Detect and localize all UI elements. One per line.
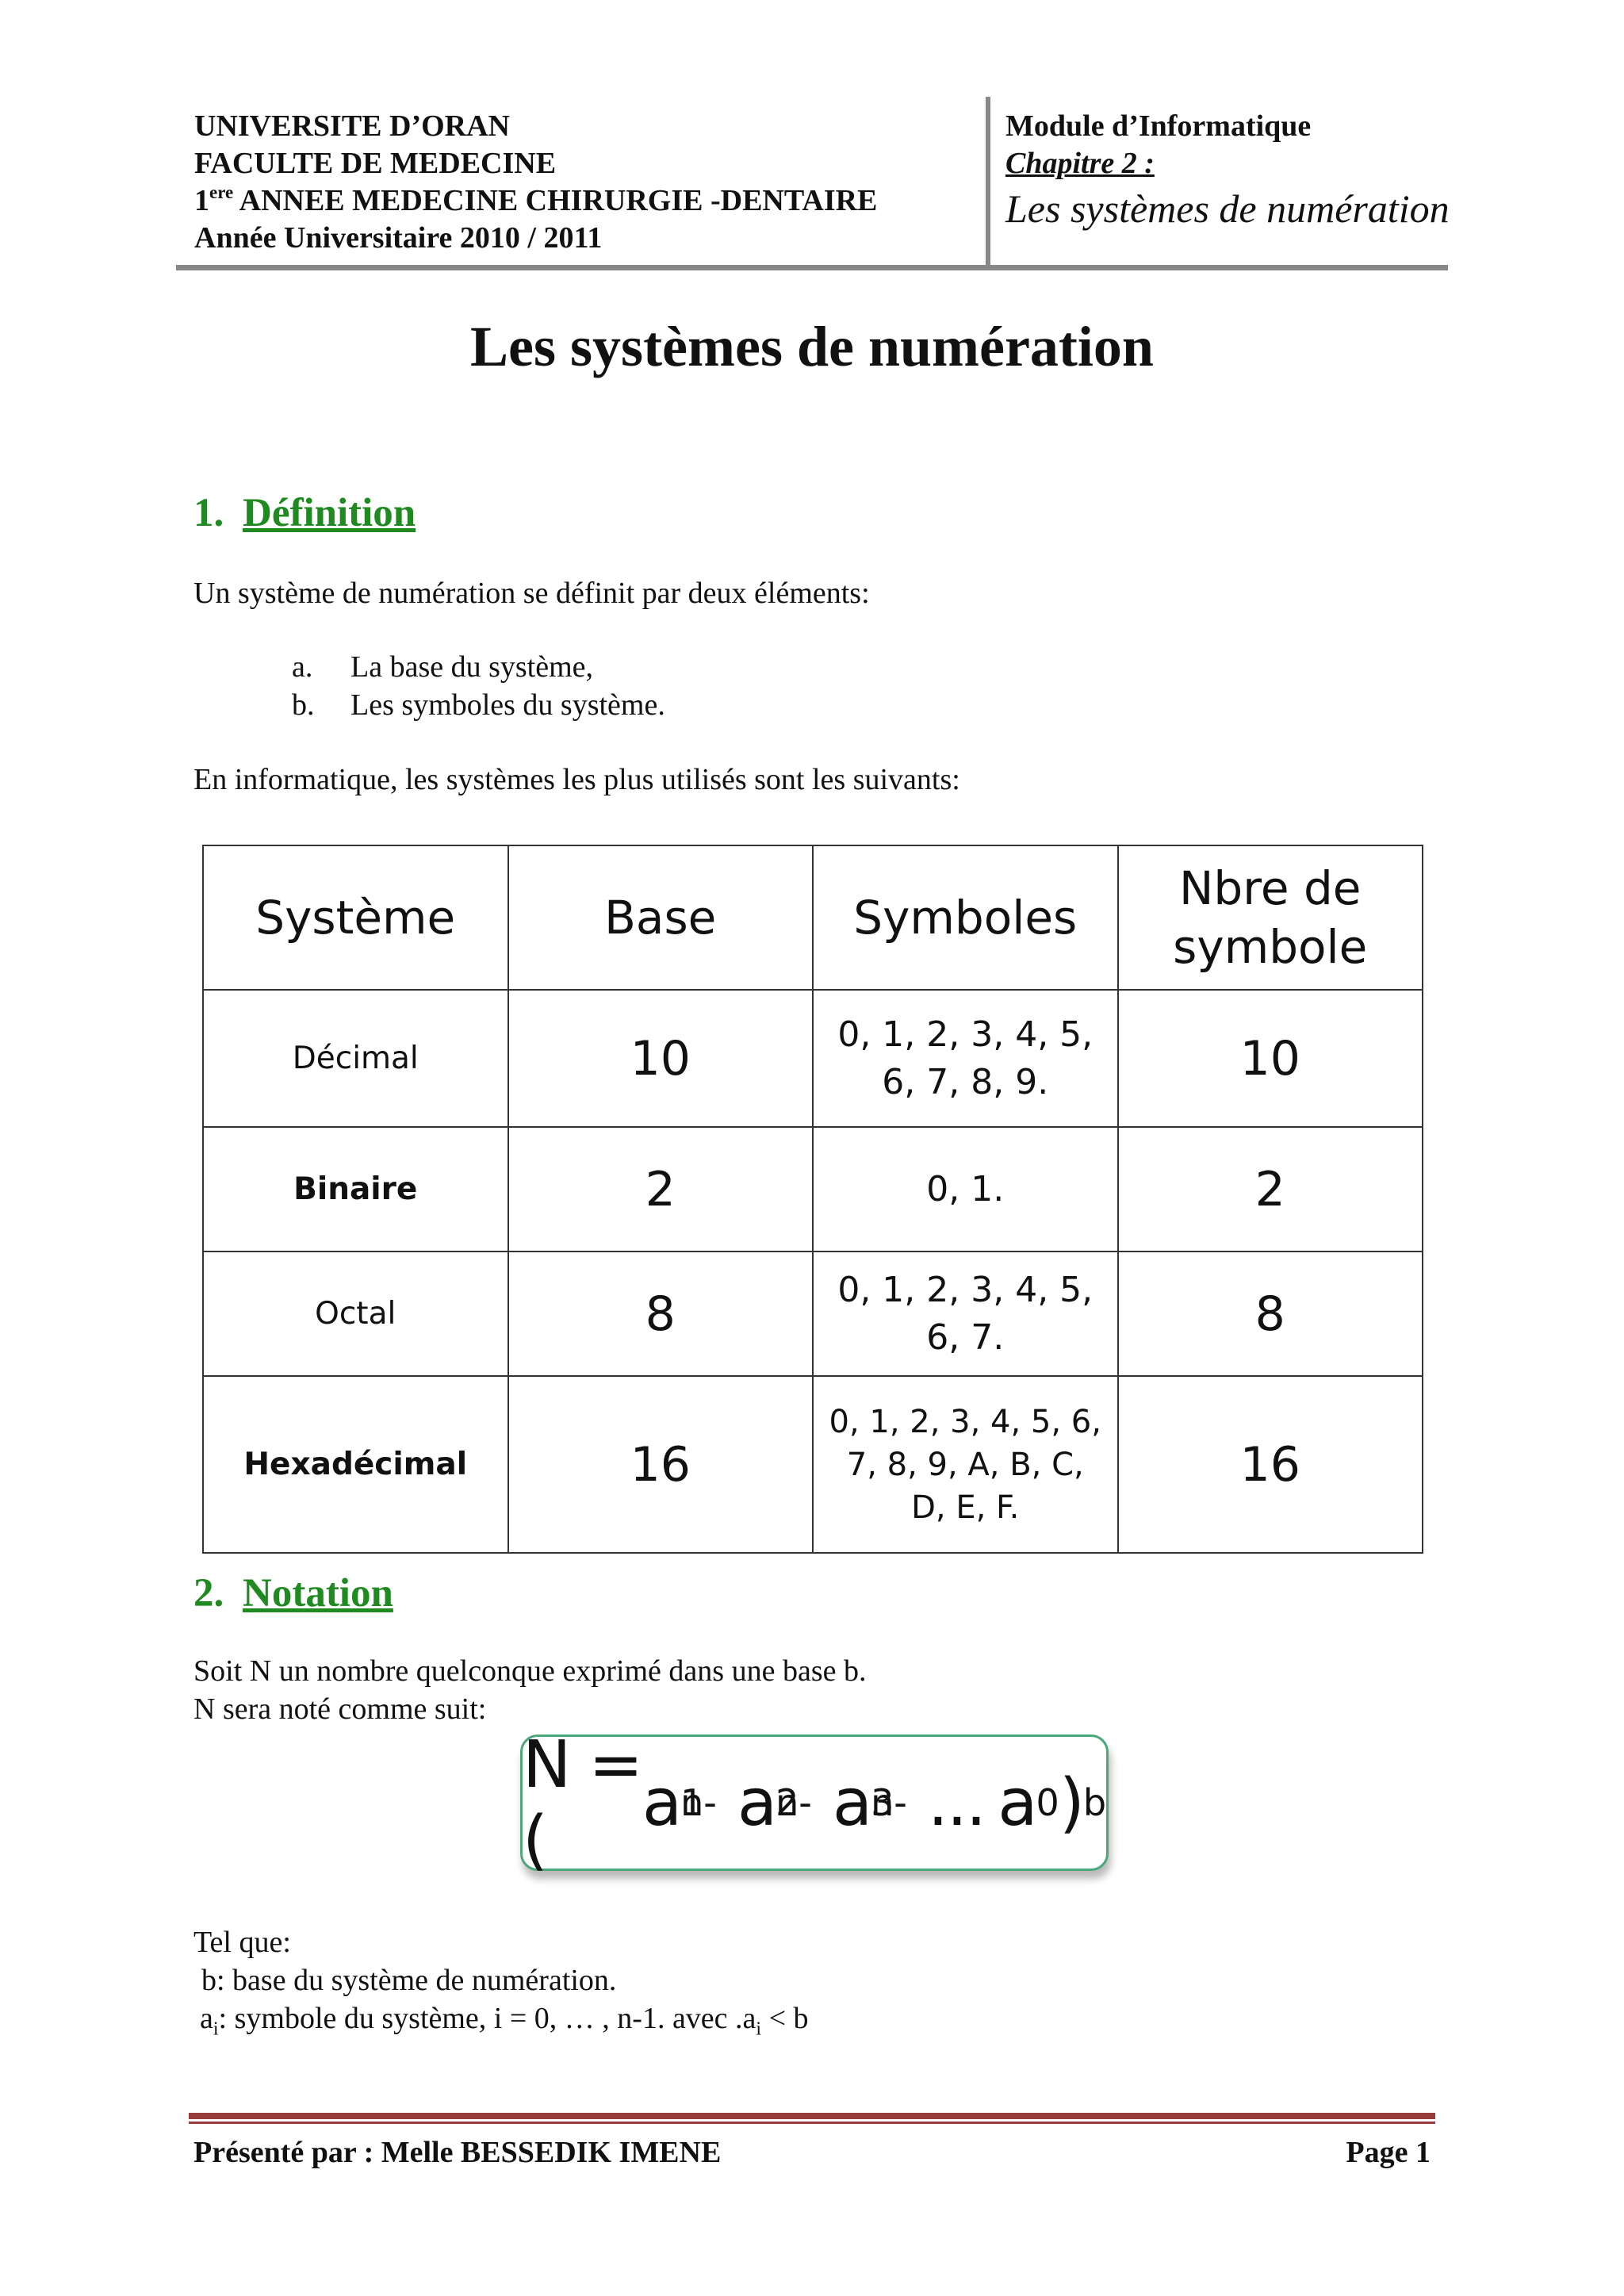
definition-ai: $a_i$: symbole du système, i = 0, … , n-1. avec $.a_i < b$ (200, 2002, 809, 2040)
notation-line-2: N sera noté comme suit: (193, 1692, 487, 1726)
section-heading-notation (193, 1569, 393, 1618)
notation-formula: N = ( a n-1 a n-2 a n-3 ... a 0 ) b (520, 1734, 1109, 1871)
footer-author: Présenté par : Melle BESSEDIK IMENE (193, 2136, 722, 2169)
tel-que-label: Tel que: (193, 1926, 291, 1959)
symbol-count-cell: 8 (1118, 1251, 1423, 1376)
symbols-cell: 0, 1. (813, 1127, 1118, 1251)
module-name: Module d’Informatique (1005, 109, 1312, 143)
chapter-name: Les systèmes de numération (1005, 186, 1450, 231)
list-text: Les symboles du système. (350, 688, 665, 722)
list-marker: b. (292, 688, 315, 722)
table-row (203, 1251, 1423, 1376)
header-divider-horizontal (176, 265, 1448, 270)
table-row (203, 1127, 1423, 1251)
symbols-cell: 0, 1, 2, 3, 4, 5, 6, 7, 8, 9. (813, 990, 1118, 1127)
list-marker: a. (292, 650, 313, 684)
table-header-row (203, 845, 1423, 990)
definition-b: b: base du système de numération. (201, 1964, 617, 1997)
header-divider-vertical (986, 97, 990, 270)
column-header: Symboles (813, 845, 1118, 990)
chapter-label: Chapitre 2 : (1005, 147, 1155, 180)
footer-divider-thin (189, 2122, 1435, 2124)
symbol-count-cell: 2 (1118, 1127, 1423, 1251)
base-cell: 2 (508, 1127, 814, 1251)
section-title: Définition (243, 491, 416, 535)
university-name: UNIVERSITE D’ORAN (194, 109, 510, 143)
header-module (1005, 108, 1450, 233)
academic-year: Année Universitaire 2010 / 2011 (194, 221, 603, 255)
system-name-cell: Décimal (203, 990, 508, 1127)
page-number: Page 1 (1346, 2136, 1431, 2169)
system-name-cell: Hexadécimal (203, 1376, 508, 1553)
base-cell: 10 (508, 990, 814, 1127)
page-title: Les systèmes de numération (470, 315, 1154, 378)
definition-intro: Un système de numération se définit par deux éléments: (193, 577, 870, 610)
footer-divider (189, 2113, 1435, 2119)
symbols-cell: 0, 1, 2, 3, 4, 5, 6, 7. (813, 1251, 1118, 1376)
faculty-name: FACULTE DE MEDECINE (194, 147, 557, 180)
table-row (203, 990, 1423, 1127)
column-header: Base (508, 845, 814, 990)
base-cell: 8 (508, 1251, 814, 1376)
section-number: 1. (193, 491, 224, 535)
notation-line-1: Soit N un nombre quelconque exprimé dans une base b. (193, 1654, 867, 1688)
column-header: Nbre de symbole (1118, 845, 1423, 990)
table-row (203, 1376, 1423, 1553)
section-number: 2. (193, 1571, 224, 1616)
header-institution (194, 108, 987, 257)
definition-outro: En informatique, les systèmes les plus utilisés sont les suivants: (193, 763, 960, 796)
numeration-systems-table (202, 845, 1423, 1554)
symbol-count-cell: 16 (1118, 1376, 1423, 1553)
column-header: Système (203, 845, 508, 990)
base-cell: 16 (508, 1376, 814, 1553)
system-name-cell: Octal (203, 1251, 508, 1376)
symbol-count-cell: 10 (1118, 990, 1423, 1127)
section-title: Notation (243, 1571, 393, 1616)
list-text: La base du système, (350, 650, 594, 684)
year-program: 1ere ANNEE MEDECINE CHIRURGIE -DENTAIRE (194, 182, 878, 217)
system-name-cell: Binaire (203, 1127, 508, 1251)
section-heading-definition (193, 489, 416, 538)
symbols-cell: 0, 1, 2, 3, 4, 5, 6, 7, 8, 9, A, B, C, D, E, F. (813, 1376, 1118, 1553)
